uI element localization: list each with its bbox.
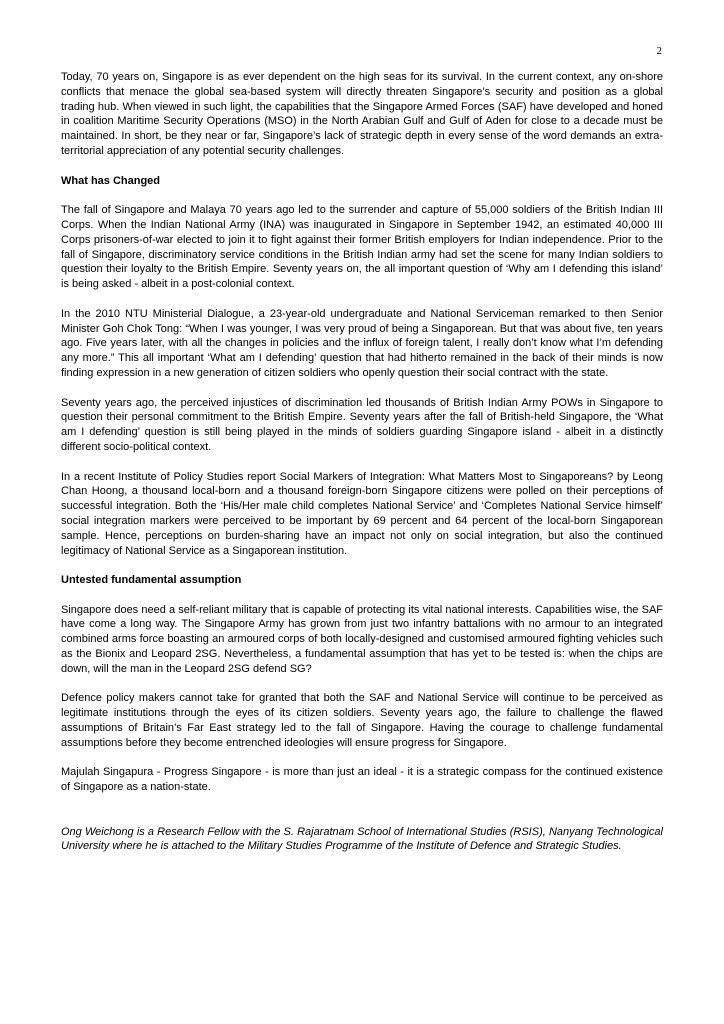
body-paragraph: Singapore does need a self-reliant military that is capable of protecting its vital national interests. Capabilities wise, the SAF have come a long way. The Singapore Army has grown from just two infantry battalions with no armour to an integrated combined arms force boasting an armoured corps of both locally-designed and customised armoured fighting vehicles such as the Bionix and Leopard 2SG. Nevertheless, a fundamental assumption that has yet to be tested is: when the chips are down, will the man in the Leopard 2SG defend SG? bbox=[61, 603, 663, 675]
body-paragraph: Seventy years ago, the perceived injustices of discrimination led thousands of British Indian Army POWs in Singapore to question their personal commitment to the British Empire. Seventy years after the fall of British-held Singapore, the ‘What am I defending’ question is still being played in the minds of soldiers guarding Singapore island - albeit in a distinctly different socio-political context. bbox=[61, 396, 663, 453]
body-paragraph: Majulah Singapura - Progress Singapore - is more than just an ideal - it is a strategic compass for the continued existence of Singapore as a nation-state. bbox=[61, 766, 663, 794]
body-paragraph: In a recent Institute of Policy Studies report Social Markers of Integration: What Matters Most to Singaporeans? by Leong Chan Hoong, a thousand local-born and a thousand foreign-born Singapore citizens were polled on their perceptions of successful integration. Both the ‘His/Her male child completes National Service’ and ‘Completes National Service himself’ social integration markers were perceived to be important by 69 percent and 64 percent of the local-born Singaporean sample. Hence, perceptions on burden-sharing have an impact not only on social integration, but also the continued legitimacy of National Service as a Singaporean institution. bbox=[61, 470, 663, 557]
body-paragraph: Defence policy makers cannot take for granted that both the SAF and National Service will continue to be perceived as legitimate institutions through the eyes of its citizen soldiers. Seventy years ago, the failure to challenge the flawed assumptions of Britain’s Far East strategy led to the fall of Singapore. Having the courage to challenge fundamental assumptions before they become entrenched ideologies will ensure progress for Singapore. bbox=[61, 692, 663, 749]
body-paragraph: In the 2010 NTU Ministerial Dialogue, a 23-year-old undergraduate and National Serviceman remarked to then Senior Minister Goh Chok Tong: “When I was younger, I was very proud of being a Singaporean. But that was about five, ten years ago. Five years later, with all the changes in policies and the influx of foreign talent, I really don’t know what I’m defending any more.” This all important ‘What am I defending’ question that had hitherto remained in the back of their minds is now finding expression in a new generation of citizen soldiers who openly question their social contract with the state. bbox=[61, 307, 663, 379]
intro-paragraph: Today, 70 years on, Singapore is as ever dependent on the high seas for its survival. In the current context, any on-shore conflicts that menace the global sea-based system will directly threaten Singapore’s security and position as a global trading hub. When viewed in such light, the capabilities that the Singapore Armed Forces (SAF) have developed and honed in coalition Maritime Security Operations (MSO) in the North Arabian Gulf and Gulf of Aden for close to a decade must be maintained. In short, be they near or far, Singapore’s lack of strategic depth in every sense of the word demands an extra-territorial appreciation of any potential security challenges. bbox=[61, 71, 663, 157]
page-number: 2 bbox=[656, 45, 662, 57]
author-bio: Ong Weichong is a Research Fellow with the S. Rajaratnam School of International Studies (RSIS), Nanyang Technological University where he is attached to the Military Studies Programme of the Institute of Defence and Strategic Studies. bbox=[61, 825, 663, 853]
article-body bbox=[61, 70, 663, 869]
spacer bbox=[61, 810, 663, 825]
section-heading-untested-assumption: Untested fundamental assumption bbox=[61, 574, 242, 587]
section-heading-what-has-changed: What has Changed bbox=[61, 174, 161, 187]
body-paragraph: The fall of Singapore and Malaya 70 years ago led to the surrender and capture of 55,000 soldiers of the British Indian III Corps. When the Indian National Army (INA) was inaugurated in Singapore in September 1942, an estimated 40,000 III Corps prisoners-of-war elected to join it to fight against their former British employers for Indian independence. Prior to the fall of Singapore, discriminatory service conditions in the British Indian army had set the scene for many Indian soldiers to question their loyalty to the British Empire. Seventy years on, the all important question of ‘Why am I defending this island’ is being asked - albeit in a post-colonial context. bbox=[61, 204, 663, 291]
